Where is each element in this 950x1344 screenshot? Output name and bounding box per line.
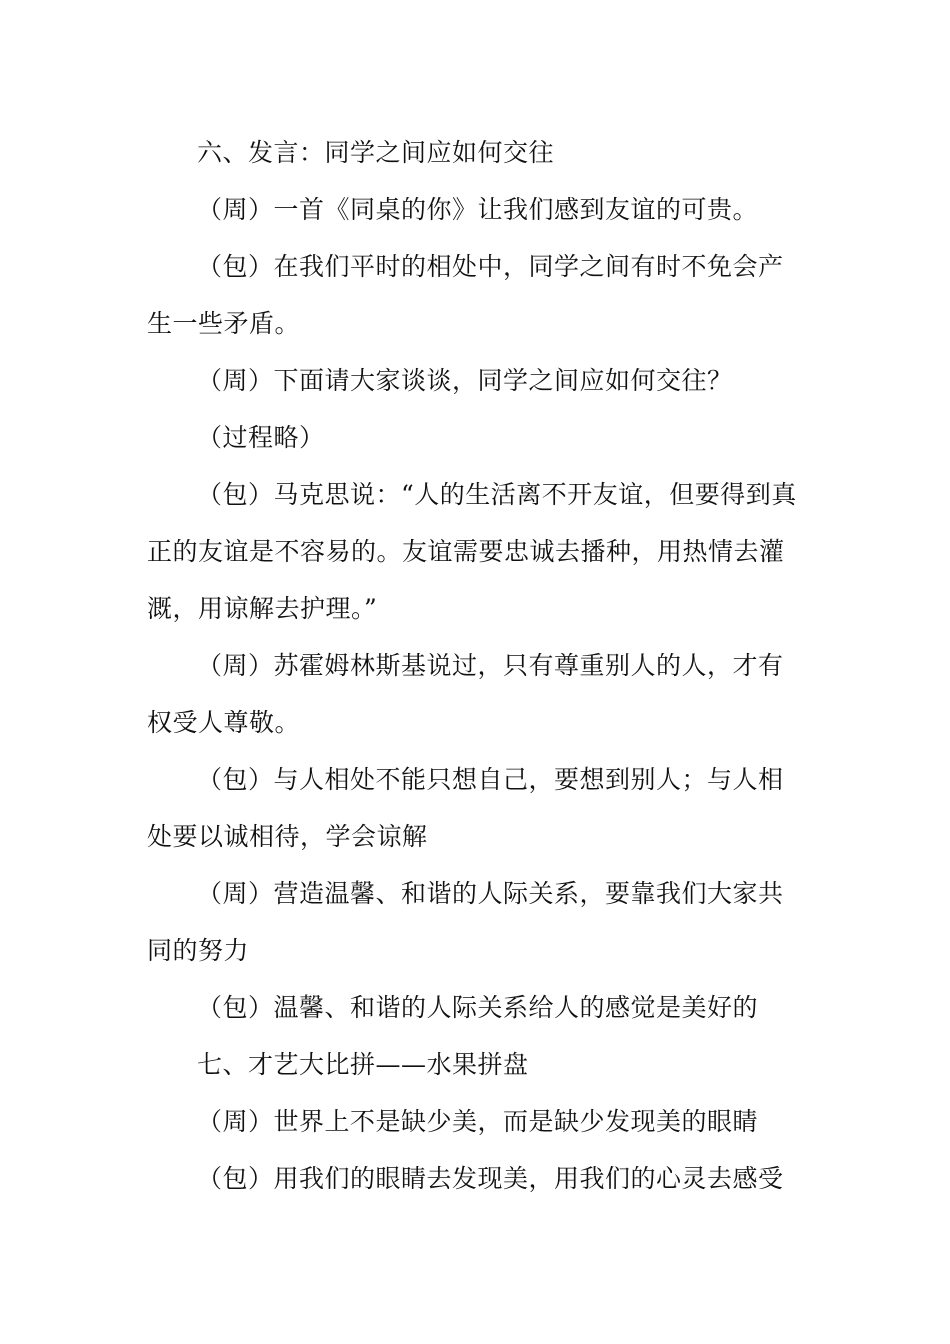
paragraph: （包）马克思说：“人的生活离不开友谊，但要得到真正的友谊是不容易的。友谊需要忠诚去播种，用热情去灌溉，用谅解去护理。” <box>147 480 797 623</box>
paragraph: （包）温馨、和谐的人际关系给人的感觉是美好的 <box>197 993 759 1022</box>
paragraph: （周）世界上不是缺少美，而是缺少发现美的眼睛 <box>197 1107 759 1136</box>
paragraph: （周）苏霍姆林斯基说过，只有尊重别人的人，才有权受人尊敬。 <box>147 651 784 737</box>
paragraph: （周）下面请大家谈谈，同学之间应如何交往？ <box>197 366 733 395</box>
paragraph: （周）一首《同桌的你》让我们感到友谊的可贵。 <box>197 195 759 224</box>
paragraph: （包）用我们的眼睛去发现美，用我们的心灵去感受 <box>197 1164 784 1193</box>
section-heading-seven: 七、才艺大比拼——水果拼盘 <box>197 1050 529 1079</box>
paragraph: （包）与人相处不能只想自己，要想到别人；与人相处要以诚相待，学会谅解 <box>147 765 784 851</box>
paragraph: （包）在我们平时的相处中，同学之间有时不免会产生一些矛盾。 <box>147 252 784 338</box>
section-heading-six: 六、发言：同学之间应如何交往 <box>197 138 555 167</box>
paragraph: （周）营造温馨、和谐的人际关系，要靠我们大家共同的努力 <box>147 879 784 965</box>
paragraph: （过程略） <box>197 423 325 452</box>
